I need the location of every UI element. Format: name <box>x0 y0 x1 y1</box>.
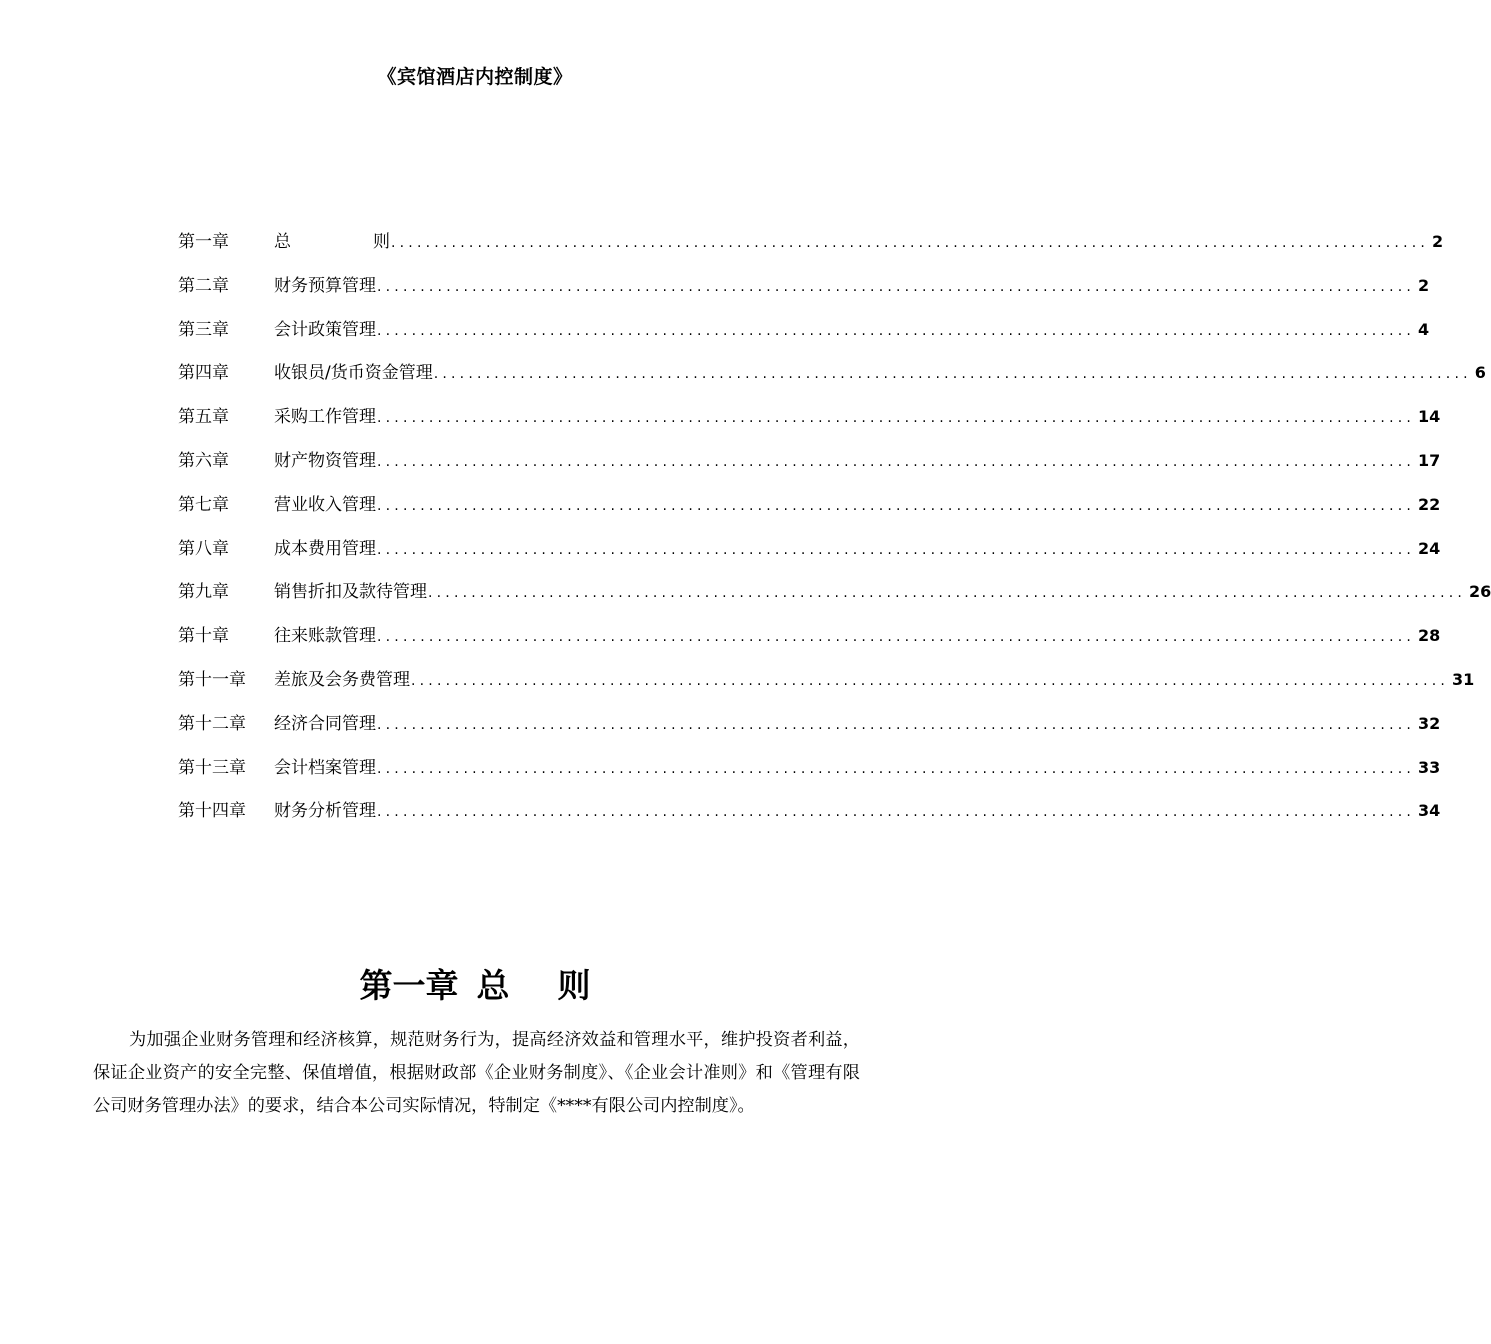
toc-leader-dots: ........................................................................................................................ <box>377 453 1416 470</box>
toc-entry[interactable] <box>178 489 1441 533</box>
toc-page-number: 2 <box>1432 232 1444 251</box>
toc-chapter-title: 会计档案管理 <box>274 757 376 778</box>
toc-entry[interactable] <box>178 576 1491 620</box>
toc-leader-dots: ........................................................................................................................ <box>377 629 1416 646</box>
toc-leader-dots: ........................................................................................................................ <box>428 585 1467 602</box>
toc-chapter-number: 第三章 <box>178 319 229 340</box>
toc-chapter-title: 会计政策管理 <box>274 319 376 340</box>
toc-page-number: 28 <box>1418 626 1441 646</box>
toc-chapter-title: 往来账款管理 <box>274 626 376 647</box>
toc-page-number: 4 <box>1418 319 1430 339</box>
toc-page-number: 33 <box>1418 757 1441 777</box>
toc-chapter-number: 第一章 <box>178 232 229 252</box>
toc-chapter-number: 第十四章 <box>178 801 246 822</box>
toc-chapter-title: 成本费用管理 <box>274 538 376 559</box>
toc-page-number: 17 <box>1418 450 1441 470</box>
toc-chapter-number: 第十三章 <box>178 757 246 778</box>
toc-leader-dots: ........................................................................................................................ <box>411 672 1450 689</box>
toc-chapter-number: 第四章 <box>178 363 229 384</box>
toc-chapter-title: 财务预算管理 <box>274 275 376 296</box>
toc-chapter-number: 第八章 <box>178 538 229 559</box>
toc-chapter-number: 第六章 <box>178 450 229 471</box>
toc-chapter-number: 第二章 <box>178 275 229 296</box>
toc-chapter-title: 收银员/货币资金管理 <box>274 363 433 384</box>
toc-chapter-number: 第九章 <box>178 582 229 603</box>
toc-chapter-title: 营业收入管理 <box>274 494 376 515</box>
toc-entry[interactable] <box>178 664 1475 708</box>
table-of-contents <box>178 226 1491 839</box>
chapter-heading-word: 总 <box>476 966 510 1005</box>
toc-chapter-title <box>274 226 390 258</box>
chapter-heading-number: 第一章 <box>359 966 459 1005</box>
toc-page-number: 6 <box>1474 363 1486 383</box>
toc-page-number: 24 <box>1418 538 1441 558</box>
toc-entry[interactable] <box>178 795 1441 839</box>
toc-page-number: 14 <box>1418 407 1441 427</box>
toc-entry[interactable] <box>178 226 1444 270</box>
chapter-heading-word: 则 <box>557 966 591 1005</box>
toc-leader-dots: ........................................................................................................................ <box>377 322 1416 339</box>
toc-page-number: 34 <box>1418 801 1441 821</box>
toc-page-number: 26 <box>1469 582 1491 602</box>
toc-entry[interactable] <box>178 270 1430 314</box>
document-title: 《宾馆酒店内控制度》 <box>377 66 573 88</box>
toc-entry[interactable] <box>178 620 1441 664</box>
toc-chapter-title: 经济合同管理 <box>274 713 376 734</box>
toc-entry[interactable] <box>178 708 1441 752</box>
toc-chapter-title-part: 总 <box>274 232 291 252</box>
toc-entry[interactable] <box>178 533 1441 577</box>
toc-page-number: 31 <box>1452 669 1475 689</box>
chapter-paragraph: 为加强企业财务管理和经济核算，规范财务行为，提高经济效益和管理水平，维护投资者利益，保证企业资产的安全完整、保值增值，根据财政部《企业财务制度》、《企业会计准则》和《管理有限公司财务管理办法》的要求，结合本公司实际情况，特制定《****有限公司内控制度》。 <box>93 1030 860 1116</box>
toc-leader-dots: ........................................................................................................................ <box>377 760 1416 777</box>
toc-page-number: 32 <box>1418 713 1441 733</box>
toc-entry[interactable] <box>178 445 1441 489</box>
toc-leader-dots: ........................................................................................................................ <box>377 410 1416 427</box>
toc-leader-dots: ........................................................................................................................ <box>391 235 1430 251</box>
toc-chapter-title: 差旅及会务费管理 <box>274 669 410 690</box>
toc-leader-dots: ........................................................................................................................ <box>377 541 1416 558</box>
toc-chapter-number: 第七章 <box>178 494 229 515</box>
toc-entry[interactable] <box>178 314 1430 358</box>
toc-chapter-number: 第五章 <box>178 407 229 428</box>
chapter-heading <box>0 960 950 1007</box>
toc-chapter-title: 销售折扣及款待管理 <box>274 582 427 603</box>
toc-chapter-title: 财产物资管理 <box>274 450 376 471</box>
toc-leader-dots: ........................................................................................................................ <box>377 278 1416 295</box>
toc-chapter-number: 第十一章 <box>178 669 246 690</box>
toc-page-number: 2 <box>1418 275 1430 295</box>
toc-leader-dots: ........................................................................................................................ <box>377 497 1416 514</box>
toc-chapter-title: 财务分析管理 <box>274 801 376 822</box>
toc-leader-dots: ........................................................................................................................ <box>433 366 1472 383</box>
toc-page-number: 22 <box>1418 494 1441 514</box>
toc-chapter-number: 第十章 <box>178 626 229 647</box>
toc-entry[interactable] <box>178 357 1486 401</box>
toc-entry[interactable] <box>178 752 1441 796</box>
toc-chapter-title: 采购工作管理 <box>274 407 376 428</box>
toc-chapter-number: 第十二章 <box>178 713 246 734</box>
toc-chapter-title-part: 则 <box>373 232 390 252</box>
toc-leader-dots: ........................................................................................................................ <box>377 716 1416 733</box>
toc-entry[interactable] <box>178 401 1441 445</box>
toc-leader-dots: ........................................................................................................................ <box>377 804 1416 821</box>
